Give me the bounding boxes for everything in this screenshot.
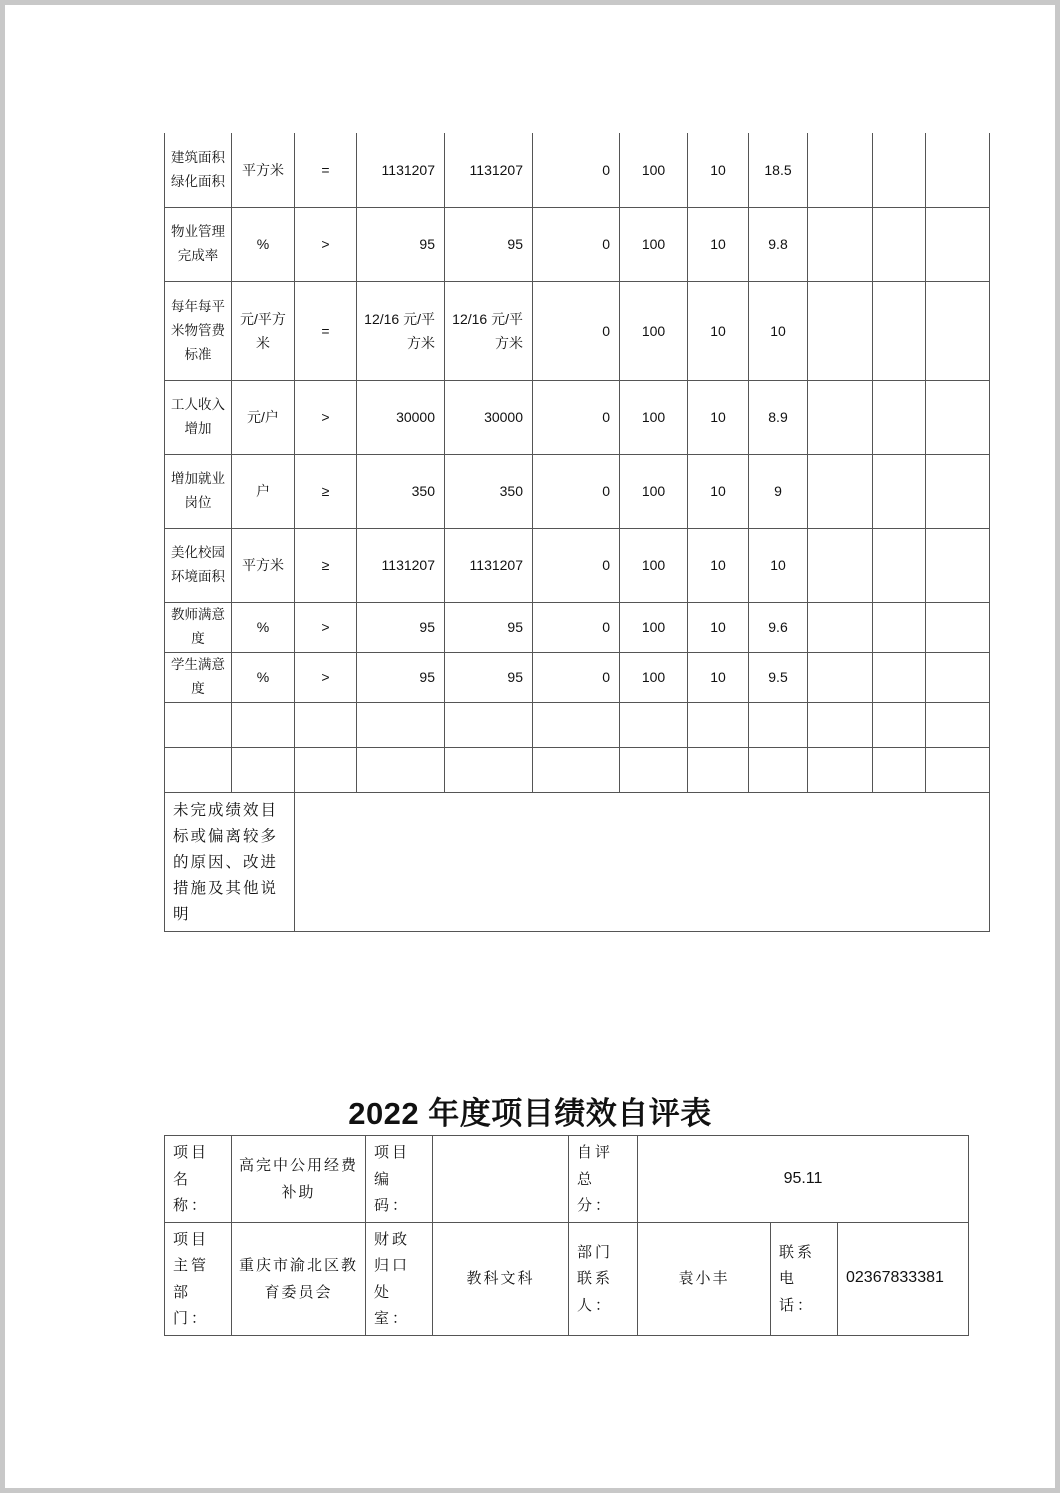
finance-value: 教科文科: [433, 1222, 569, 1335]
actual-value-cell: 1131207: [445, 528, 533, 602]
empty-cell: [873, 528, 926, 602]
self-score-label: 自评总分：: [569, 1136, 638, 1223]
actual-value-cell: 30000: [445, 380, 533, 454]
empty-cell: [873, 454, 926, 528]
completion-rate-cell: 100: [620, 380, 688, 454]
operator-cell: =: [295, 133, 357, 207]
weight-cell: 10: [688, 281, 749, 380]
finance-label: 财政归口处室：: [366, 1222, 433, 1335]
metric-row: [165, 652, 990, 702]
operator-cell: =: [295, 281, 357, 380]
empty-cell: [873, 207, 926, 281]
target-value-cell: 350: [357, 454, 445, 528]
target-value-cell: 1131207: [357, 528, 445, 602]
notes-row: [165, 792, 990, 931]
completion-rate-cell: 100: [620, 454, 688, 528]
empty-cell: [926, 133, 990, 207]
empty-cell: [808, 207, 873, 281]
empty-cell: [926, 602, 990, 652]
project-summary-table: [164, 1135, 969, 1336]
score-cell: 10: [749, 528, 808, 602]
project-name-value: 高完中公用经费补助: [232, 1136, 366, 1223]
actual-value-cell: 350: [445, 454, 533, 528]
indicator-cell: 每年每平米物管费标准: [165, 281, 232, 380]
target-value-cell: 95: [357, 602, 445, 652]
metric-row: [165, 454, 990, 528]
deviation-cell: 0: [533, 602, 620, 652]
unit-cell: 户: [232, 454, 295, 528]
metric-row: [165, 528, 990, 602]
empty-cell: [873, 652, 926, 702]
target-value-cell: 95: [357, 652, 445, 702]
page-title: 2022 年度项目绩效自评表: [348, 1096, 712, 1131]
score-cell: 18.5: [749, 133, 808, 207]
self-score-value: 95.11: [638, 1136, 969, 1223]
operator-cell: ≥: [295, 454, 357, 528]
target-value-cell: 1131207: [357, 133, 445, 207]
indicator-cell: 物业管理完成率: [165, 207, 232, 281]
score-cell: 10: [749, 281, 808, 380]
actual-value-cell: 95: [445, 207, 533, 281]
weight-cell: 10: [688, 380, 749, 454]
empty-cell: [808, 281, 873, 380]
project-code-value: [433, 1136, 569, 1223]
empty-cell: [808, 652, 873, 702]
empty-cell: [926, 528, 990, 602]
empty-cell: [926, 281, 990, 380]
target-value-cell: 12/16 元/平方米: [357, 281, 445, 380]
empty-cell: [926, 380, 990, 454]
project-name-label: 项目名称：: [165, 1136, 232, 1223]
empty-cell: [926, 652, 990, 702]
blank-row: [165, 702, 990, 747]
operator-cell: >: [295, 652, 357, 702]
indicator-cell: 增加就业岗位: [165, 454, 232, 528]
weight-cell: 10: [688, 602, 749, 652]
operator-cell: >: [295, 380, 357, 454]
score-cell: 8.9: [749, 380, 808, 454]
weight-cell: 10: [688, 207, 749, 281]
weight-cell: 10: [688, 133, 749, 207]
empty-cell: [873, 133, 926, 207]
weight-cell: 10: [688, 652, 749, 702]
summary-row-1: [165, 1136, 969, 1223]
deviation-cell: 0: [533, 281, 620, 380]
phone-value: 02367833381: [838, 1222, 969, 1335]
deviation-cell: 0: [533, 380, 620, 454]
dept-value: 重庆市渝北区教育委员会: [232, 1222, 366, 1335]
blank-row: [165, 747, 990, 792]
operator-cell: >: [295, 602, 357, 652]
score-cell: 9.5: [749, 652, 808, 702]
metric-row: [165, 207, 990, 281]
indicator-cell: 建筑面积绿化面积: [165, 133, 232, 207]
score-cell: 9: [749, 454, 808, 528]
weight-cell: 10: [688, 528, 749, 602]
actual-value-cell: 12/16 元/平方米: [445, 281, 533, 380]
empty-cell: [808, 528, 873, 602]
metric-row: [165, 133, 990, 207]
indicator-cell: 教师满意度: [165, 602, 232, 652]
target-value-cell: 30000: [357, 380, 445, 454]
deviation-cell: 0: [533, 528, 620, 602]
indicator-cell: 工人收入增加: [165, 380, 232, 454]
unit-cell: 元/平方米: [232, 281, 295, 380]
completion-rate-cell: 100: [620, 133, 688, 207]
metric-row: [165, 281, 990, 380]
actual-value-cell: 95: [445, 652, 533, 702]
deviation-cell: 0: [533, 652, 620, 702]
actual-value-cell: 95: [445, 602, 533, 652]
actual-value-cell: 1131207: [445, 133, 533, 207]
phone-label: 联系电话：: [771, 1222, 838, 1335]
indicator-cell: 学生满意度: [165, 652, 232, 702]
completion-rate-cell: 100: [620, 207, 688, 281]
empty-cell: [926, 454, 990, 528]
empty-cell: [873, 602, 926, 652]
deviation-cell: 0: [533, 454, 620, 528]
empty-cell: [808, 602, 873, 652]
empty-cell: [808, 133, 873, 207]
empty-cell: [873, 380, 926, 454]
project-code-label: 项目编码：: [366, 1136, 433, 1223]
operator-cell: >: [295, 207, 357, 281]
unit-cell: 平方米: [232, 528, 295, 602]
notes-label: 未完成绩效目标或偏离较多的原因、改进措施及其他说明: [165, 792, 295, 931]
target-value-cell: 95: [357, 207, 445, 281]
contact-label: 部门联系人：: [569, 1222, 638, 1335]
operator-cell: ≥: [295, 528, 357, 602]
unit-cell: 平方米: [232, 133, 295, 207]
metric-row: [165, 380, 990, 454]
empty-cell: [926, 207, 990, 281]
unit-cell: %: [232, 207, 295, 281]
score-cell: 9.8: [749, 207, 808, 281]
completion-rate-cell: 100: [620, 281, 688, 380]
deviation-cell: 0: [533, 207, 620, 281]
empty-cell: [808, 380, 873, 454]
empty-cell: [873, 281, 926, 380]
notes-value: [295, 792, 990, 931]
dept-label: 项目主管部门：: [165, 1222, 232, 1335]
performance-metrics-table: [164, 133, 990, 932]
unit-cell: %: [232, 652, 295, 702]
contact-value: 袁小丰: [638, 1222, 771, 1335]
summary-row-2: [165, 1222, 969, 1335]
empty-cell: [808, 454, 873, 528]
score-cell: 9.6: [749, 602, 808, 652]
completion-rate-cell: 100: [620, 652, 688, 702]
completion-rate-cell: 100: [620, 602, 688, 652]
unit-cell: %: [232, 602, 295, 652]
metric-row: [165, 602, 990, 652]
indicator-cell: 美化校园环境面积: [165, 528, 232, 602]
completion-rate-cell: 100: [620, 528, 688, 602]
weight-cell: 10: [688, 454, 749, 528]
deviation-cell: 0: [533, 133, 620, 207]
unit-cell: 元/户: [232, 380, 295, 454]
document-page: [5, 5, 1055, 1488]
